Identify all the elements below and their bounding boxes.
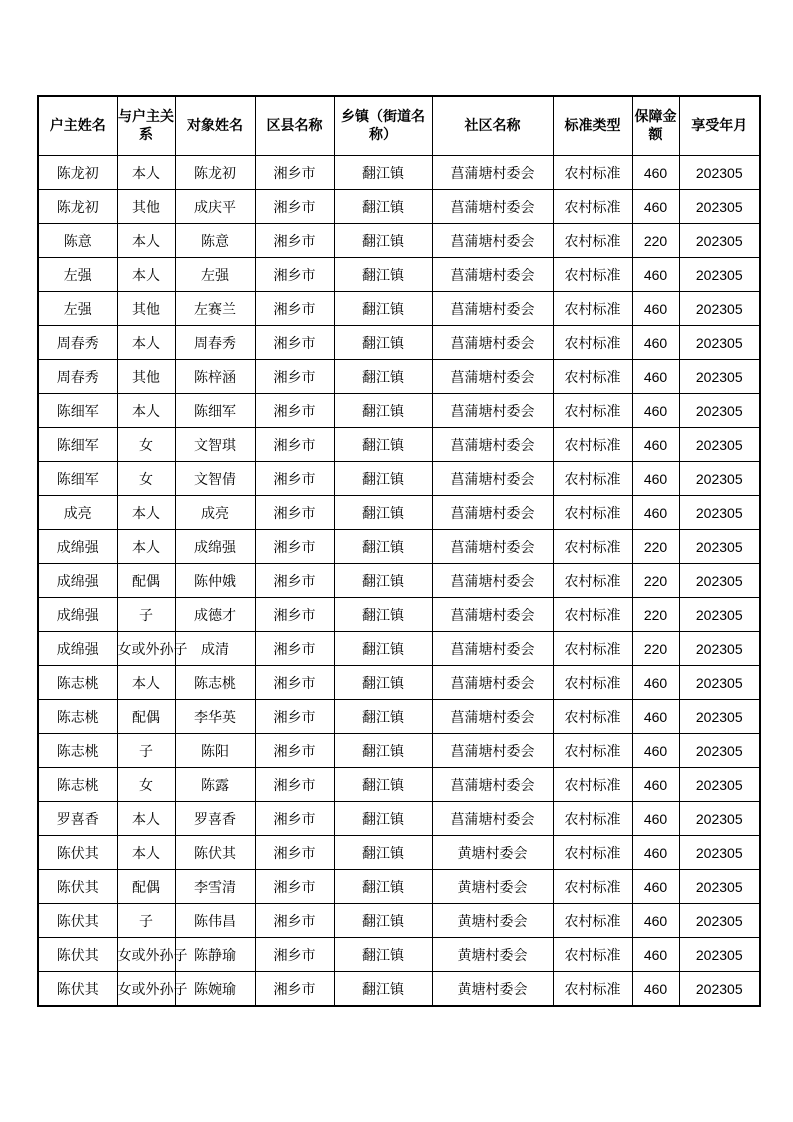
county-cell: 湘乡市 (255, 258, 334, 292)
month-cell: 202305 (679, 938, 760, 972)
township-cell: 翻江镇 (334, 190, 432, 224)
amount-cell: 460 (632, 326, 679, 360)
table-row (38, 326, 760, 360)
table-row (38, 972, 760, 1007)
township-cell: 翻江镇 (334, 462, 432, 496)
county-cell: 湘乡市 (255, 394, 334, 428)
householder-name-cell: 陈志桃 (38, 666, 117, 700)
header-month: 享受年月 (679, 96, 760, 156)
standard-type-cell: 农村标准 (553, 326, 632, 360)
subject-name-cell: 文智倩 (175, 462, 255, 496)
month-cell: 202305 (679, 870, 760, 904)
month-cell: 202305 (679, 904, 760, 938)
relation-cell: 本人 (117, 258, 175, 292)
householder-name-cell: 成绵强 (38, 632, 117, 666)
header-subject-name: 对象姓名 (175, 96, 255, 156)
amount-cell: 220 (632, 530, 679, 564)
amount-cell: 460 (632, 938, 679, 972)
county-cell: 湘乡市 (255, 564, 334, 598)
standard-type-cell: 农村标准 (553, 156, 632, 190)
amount-cell: 460 (632, 360, 679, 394)
month-cell: 202305 (679, 802, 760, 836)
county-cell: 湘乡市 (255, 224, 334, 258)
township-cell: 翻江镇 (334, 496, 432, 530)
table-row (38, 224, 760, 258)
township-cell: 翻江镇 (334, 428, 432, 462)
table-row (38, 496, 760, 530)
standard-type-cell: 农村标准 (553, 972, 632, 1007)
community-cell: 黄塘村委会 (432, 938, 553, 972)
standard-type-cell: 农村标准 (553, 836, 632, 870)
month-cell: 202305 (679, 598, 760, 632)
relation-cell: 女 (117, 768, 175, 802)
county-cell: 湘乡市 (255, 870, 334, 904)
county-cell: 湘乡市 (255, 326, 334, 360)
month-cell: 202305 (679, 530, 760, 564)
community-cell: 黄塘村委会 (432, 870, 553, 904)
table-row (38, 734, 760, 768)
month-cell: 202305 (679, 326, 760, 360)
relation-cell: 配偶 (117, 700, 175, 734)
relation-cell: 本人 (117, 666, 175, 700)
relation-cell: 配偶 (117, 870, 175, 904)
month-cell: 202305 (679, 734, 760, 768)
relation-cell: 本人 (117, 496, 175, 530)
community-cell: 菖蒲塘村委会 (432, 292, 553, 326)
relation-cell: 女或外孙子 (117, 972, 175, 1007)
township-cell: 翻江镇 (334, 768, 432, 802)
subject-name-cell: 陈伟昌 (175, 904, 255, 938)
standard-type-cell: 农村标准 (553, 632, 632, 666)
subject-name-cell: 李雪清 (175, 870, 255, 904)
standard-type-cell: 农村标准 (553, 394, 632, 428)
amount-cell: 220 (632, 224, 679, 258)
amount-cell: 460 (632, 156, 679, 190)
community-cell: 菖蒲塘村委会 (432, 564, 553, 598)
community-cell: 菖蒲塘村委会 (432, 598, 553, 632)
standard-type-cell: 农村标准 (553, 938, 632, 972)
householder-name-cell: 成亮 (38, 496, 117, 530)
month-cell: 202305 (679, 428, 760, 462)
subject-name-cell: 陈龙初 (175, 156, 255, 190)
month-cell: 202305 (679, 462, 760, 496)
householder-name-cell: 陈龙初 (38, 156, 117, 190)
county-cell: 湘乡市 (255, 462, 334, 496)
subject-name-cell: 成德才 (175, 598, 255, 632)
subject-name-cell: 成绵强 (175, 530, 255, 564)
county-cell: 湘乡市 (255, 802, 334, 836)
township-cell: 翻江镇 (334, 632, 432, 666)
standard-type-cell: 农村标准 (553, 360, 632, 394)
householder-name-cell: 陈意 (38, 224, 117, 258)
township-cell: 翻江镇 (334, 564, 432, 598)
subject-name-cell: 周春秀 (175, 326, 255, 360)
community-cell: 菖蒲塘村委会 (432, 802, 553, 836)
township-cell: 翻江镇 (334, 870, 432, 904)
community-cell: 菖蒲塘村委会 (432, 530, 553, 564)
table-row (38, 666, 760, 700)
township-cell: 翻江镇 (334, 360, 432, 394)
standard-type-cell: 农村标准 (553, 258, 632, 292)
relation-cell: 本人 (117, 224, 175, 258)
header-township: 乡镇（街道名称） (334, 96, 432, 156)
table-row (38, 530, 760, 564)
amount-cell: 460 (632, 836, 679, 870)
standard-type-cell: 农村标准 (553, 598, 632, 632)
householder-name-cell: 陈志桃 (38, 768, 117, 802)
relation-cell: 本人 (117, 836, 175, 870)
township-cell: 翻江镇 (334, 700, 432, 734)
householder-name-cell: 成绵强 (38, 564, 117, 598)
householder-name-cell: 陈伏其 (38, 870, 117, 904)
month-cell: 202305 (679, 258, 760, 292)
relation-cell: 子 (117, 598, 175, 632)
amount-cell: 220 (632, 564, 679, 598)
table-row (38, 428, 760, 462)
relation-cell: 子 (117, 904, 175, 938)
month-cell: 202305 (679, 666, 760, 700)
standard-type-cell: 农村标准 (553, 802, 632, 836)
standard-type-cell: 农村标准 (553, 700, 632, 734)
community-cell: 菖蒲塘村委会 (432, 462, 553, 496)
table-row (38, 836, 760, 870)
subject-name-cell: 李华英 (175, 700, 255, 734)
township-cell: 翻江镇 (334, 292, 432, 326)
county-cell: 湘乡市 (255, 904, 334, 938)
county-cell: 湘乡市 (255, 530, 334, 564)
community-cell: 菖蒲塘村委会 (432, 258, 553, 292)
township-cell: 翻江镇 (334, 530, 432, 564)
county-cell: 湘乡市 (255, 734, 334, 768)
amount-cell: 460 (632, 292, 679, 326)
county-cell: 湘乡市 (255, 632, 334, 666)
subject-name-cell: 成清 (175, 632, 255, 666)
township-cell: 翻江镇 (334, 394, 432, 428)
amount-cell: 220 (632, 598, 679, 632)
community-cell: 菖蒲塘村委会 (432, 768, 553, 802)
benefit-table (37, 95, 761, 1007)
householder-name-cell: 陈志桃 (38, 734, 117, 768)
subject-name-cell: 陈细军 (175, 394, 255, 428)
month-cell: 202305 (679, 632, 760, 666)
header-standard-type: 标准类型 (553, 96, 632, 156)
table-row (38, 802, 760, 836)
relation-cell: 女 (117, 462, 175, 496)
subject-name-cell: 陈意 (175, 224, 255, 258)
township-cell: 翻江镇 (334, 734, 432, 768)
county-cell: 湘乡市 (255, 972, 334, 1007)
amount-cell: 460 (632, 462, 679, 496)
householder-name-cell: 罗喜香 (38, 802, 117, 836)
householder-name-cell: 陈伏其 (38, 904, 117, 938)
community-cell: 菖蒲塘村委会 (432, 224, 553, 258)
header-relation: 与户主关系 (117, 96, 175, 156)
month-cell: 202305 (679, 564, 760, 598)
month-cell: 202305 (679, 700, 760, 734)
township-cell: 翻江镇 (334, 802, 432, 836)
month-cell: 202305 (679, 394, 760, 428)
standard-type-cell: 农村标准 (553, 870, 632, 904)
county-cell: 湘乡市 (255, 768, 334, 802)
subject-name-cell: 陈婉瑜 (175, 972, 255, 1007)
subject-name-cell: 陈伏其 (175, 836, 255, 870)
householder-name-cell: 陈伏其 (38, 972, 117, 1007)
relation-cell: 女或外孙子 (117, 938, 175, 972)
month-cell: 202305 (679, 156, 760, 190)
subject-name-cell: 文智琪 (175, 428, 255, 462)
householder-name-cell: 陈龙初 (38, 190, 117, 224)
township-cell: 翻江镇 (334, 598, 432, 632)
standard-type-cell: 农村标准 (553, 904, 632, 938)
subject-name-cell: 陈仲娥 (175, 564, 255, 598)
amount-cell: 460 (632, 394, 679, 428)
community-cell: 黄塘村委会 (432, 904, 553, 938)
township-cell: 翻江镇 (334, 156, 432, 190)
community-cell: 菖蒲塘村委会 (432, 190, 553, 224)
month-cell: 202305 (679, 836, 760, 870)
table-row (38, 190, 760, 224)
table-row (38, 598, 760, 632)
community-cell: 菖蒲塘村委会 (432, 632, 553, 666)
amount-cell: 460 (632, 428, 679, 462)
community-cell: 菖蒲塘村委会 (432, 496, 553, 530)
township-cell: 翻江镇 (334, 836, 432, 870)
community-cell: 菖蒲塘村委会 (432, 700, 553, 734)
householder-name-cell: 周春秀 (38, 326, 117, 360)
subject-name-cell: 罗喜香 (175, 802, 255, 836)
standard-type-cell: 农村标准 (553, 666, 632, 700)
subject-name-cell: 陈梓涵 (175, 360, 255, 394)
relation-cell: 女 (117, 428, 175, 462)
amount-cell: 460 (632, 768, 679, 802)
county-cell: 湘乡市 (255, 156, 334, 190)
relation-cell: 其他 (117, 360, 175, 394)
householder-name-cell: 陈细军 (38, 394, 117, 428)
table-row (38, 156, 760, 190)
township-cell: 翻江镇 (334, 972, 432, 1007)
amount-cell: 460 (632, 700, 679, 734)
subject-name-cell: 陈露 (175, 768, 255, 802)
county-cell: 湘乡市 (255, 292, 334, 326)
table-row (38, 768, 760, 802)
month-cell: 202305 (679, 292, 760, 326)
subject-name-cell: 陈阳 (175, 734, 255, 768)
householder-name-cell: 成绵强 (38, 598, 117, 632)
householder-name-cell: 陈细军 (38, 428, 117, 462)
relation-cell: 女或外孙子 (117, 632, 175, 666)
relation-cell: 本人 (117, 394, 175, 428)
month-cell: 202305 (679, 360, 760, 394)
standard-type-cell: 农村标准 (553, 224, 632, 258)
community-cell: 菖蒲塘村委会 (432, 394, 553, 428)
householder-name-cell: 陈细军 (38, 462, 117, 496)
header-county: 区县名称 (255, 96, 334, 156)
community-cell: 菖蒲塘村委会 (432, 734, 553, 768)
township-cell: 翻江镇 (334, 326, 432, 360)
county-cell: 湘乡市 (255, 360, 334, 394)
amount-cell: 460 (632, 904, 679, 938)
township-cell: 翻江镇 (334, 666, 432, 700)
subject-name-cell: 成庆平 (175, 190, 255, 224)
relation-cell: 配偶 (117, 564, 175, 598)
table-row (38, 292, 760, 326)
standard-type-cell: 农村标准 (553, 530, 632, 564)
standard-type-cell: 农村标准 (553, 496, 632, 530)
subject-name-cell: 左强 (175, 258, 255, 292)
subject-name-cell: 陈志桃 (175, 666, 255, 700)
subject-name-cell: 成亮 (175, 496, 255, 530)
county-cell: 湘乡市 (255, 836, 334, 870)
table-row (38, 258, 760, 292)
table-row (38, 394, 760, 428)
table-row (38, 462, 760, 496)
month-cell: 202305 (679, 972, 760, 1007)
standard-type-cell: 农村标准 (553, 734, 632, 768)
table-row (38, 904, 760, 938)
table-body (38, 156, 760, 1007)
county-cell: 湘乡市 (255, 496, 334, 530)
relation-cell: 其他 (117, 292, 175, 326)
householder-name-cell: 左强 (38, 258, 117, 292)
amount-cell: 460 (632, 972, 679, 1007)
table-header-row (38, 96, 760, 156)
community-cell: 菖蒲塘村委会 (432, 666, 553, 700)
month-cell: 202305 (679, 190, 760, 224)
table-row (38, 632, 760, 666)
header-community: 社区名称 (432, 96, 553, 156)
table-row (38, 360, 760, 394)
amount-cell: 220 (632, 632, 679, 666)
householder-name-cell: 陈伏其 (38, 836, 117, 870)
relation-cell: 本人 (117, 802, 175, 836)
relation-cell: 子 (117, 734, 175, 768)
relation-cell: 本人 (117, 530, 175, 564)
community-cell: 菖蒲塘村委会 (432, 428, 553, 462)
township-cell: 翻江镇 (334, 258, 432, 292)
community-cell: 菖蒲塘村委会 (432, 360, 553, 394)
table-row (38, 938, 760, 972)
amount-cell: 460 (632, 802, 679, 836)
county-cell: 湘乡市 (255, 428, 334, 462)
standard-type-cell: 农村标准 (553, 462, 632, 496)
relation-cell: 本人 (117, 326, 175, 360)
community-cell: 黄塘村委会 (432, 836, 553, 870)
header-householder-name: 户主姓名 (38, 96, 117, 156)
householder-name-cell: 陈志桃 (38, 700, 117, 734)
householder-name-cell: 左强 (38, 292, 117, 326)
standard-type-cell: 农村标准 (553, 428, 632, 462)
amount-cell: 460 (632, 870, 679, 904)
township-cell: 翻江镇 (334, 224, 432, 258)
amount-cell: 460 (632, 496, 679, 530)
month-cell: 202305 (679, 224, 760, 258)
householder-name-cell: 成绵强 (38, 530, 117, 564)
table-row (38, 700, 760, 734)
township-cell: 翻江镇 (334, 938, 432, 972)
month-cell: 202305 (679, 768, 760, 802)
county-cell: 湘乡市 (255, 700, 334, 734)
subject-name-cell: 陈静瑜 (175, 938, 255, 972)
householder-name-cell: 周春秀 (38, 360, 117, 394)
table-row (38, 564, 760, 598)
householder-name-cell: 陈伏其 (38, 938, 117, 972)
county-cell: 湘乡市 (255, 598, 334, 632)
amount-cell: 460 (632, 734, 679, 768)
community-cell: 菖蒲塘村委会 (432, 156, 553, 190)
month-cell: 202305 (679, 496, 760, 530)
standard-type-cell: 农村标准 (553, 564, 632, 598)
amount-cell: 460 (632, 190, 679, 224)
township-cell: 翻江镇 (334, 904, 432, 938)
county-cell: 湘乡市 (255, 666, 334, 700)
standard-type-cell: 农村标准 (553, 768, 632, 802)
amount-cell: 460 (632, 666, 679, 700)
standard-type-cell: 农村标准 (553, 190, 632, 224)
subject-name-cell: 左赛兰 (175, 292, 255, 326)
community-cell: 菖蒲塘村委会 (432, 326, 553, 360)
relation-cell: 其他 (117, 190, 175, 224)
table-row (38, 870, 760, 904)
county-cell: 湘乡市 (255, 938, 334, 972)
standard-type-cell: 农村标准 (553, 292, 632, 326)
amount-cell: 460 (632, 258, 679, 292)
county-cell: 湘乡市 (255, 190, 334, 224)
relation-cell: 本人 (117, 156, 175, 190)
header-amount: 保障金额 (632, 96, 679, 156)
community-cell: 黄塘村委会 (432, 972, 553, 1007)
